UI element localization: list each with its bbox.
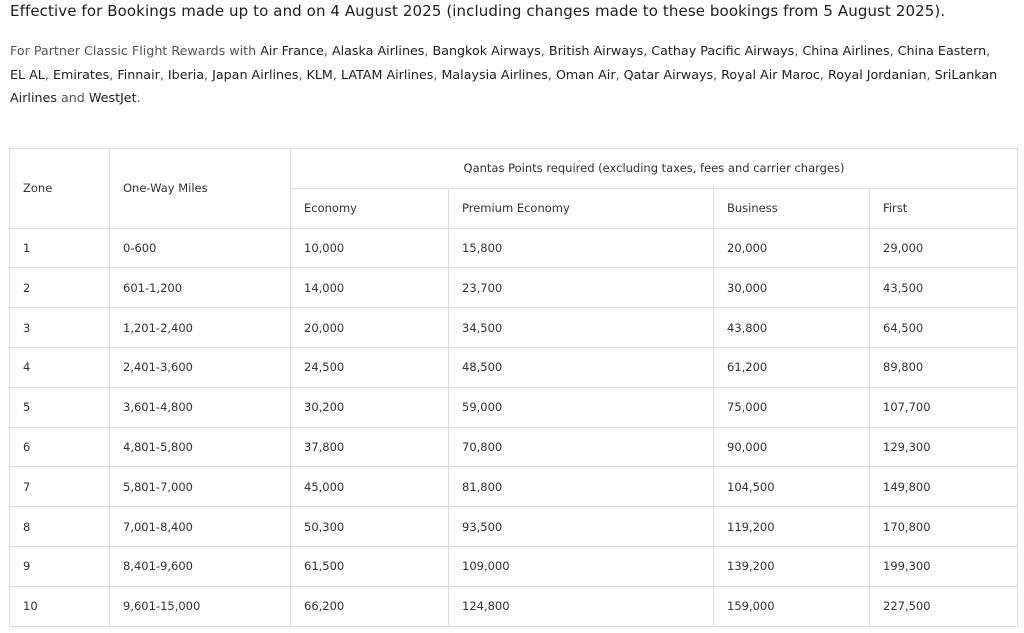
intro-prefix: For Partner Classic Flight Rewards with [10,43,261,58]
premium-economy-cell: 48,500 [449,347,714,387]
airline-name: Royal Air Maroc [721,66,820,82]
premium-economy-cell: 124,800 [449,586,714,626]
first-cell: 43,500 [870,268,1018,308]
miles-cell: 4,801-5,800 [110,427,291,467]
miles-cell: 9,601-15,000 [110,586,291,626]
zone-cell: 1 [10,228,110,268]
airline-name: Cathay Pacific Airways [651,43,795,58]
zone-cell: 5 [10,387,110,427]
zone-cell: 6 [10,427,110,467]
economy-cell: 45,000 [291,467,449,507]
airline-name: Alaska Airlines [331,43,425,58]
business-cell: 104,500 [714,467,870,507]
page-heading: Effective for Bookings made up to and on 4 August 2025 (including changes made to these bookings from 5 August 2025). [10,2,946,20]
economy-cell: 50,300 [291,507,449,547]
airline-name: China Airlines [802,43,890,58]
table-row [10,427,1018,467]
miles-cell: 8,401-9,600 [110,546,291,586]
first-cell: 149,800 [870,467,1018,507]
rewards-table [9,148,1018,627]
airline-name: WestJet [88,90,137,105]
airline-name: Iberia [167,66,205,82]
economy-cell: 61,500 [291,546,449,586]
zone-cell: 4 [10,347,110,387]
first-cell: 29,000 [870,228,1018,268]
economy-header: Economy [291,188,449,228]
premium-economy-cell: 70,800 [449,427,714,467]
airline-name: British Airways [548,43,644,58]
miles-cell: 601-1,200 [110,268,291,308]
first-cell: 129,300 [870,427,1018,467]
one-way-miles-header: One-Way Miles [110,149,291,229]
economy-cell: 30,200 [291,387,449,427]
first-cell: 170,800 [870,507,1018,547]
first-cell: 227,500 [870,586,1018,626]
premium-economy-cell: 15,800 [449,228,714,268]
miles-cell: 5,801-7,000 [110,467,291,507]
airline-name: Royal Jordanian [827,66,927,82]
partner-airlines-intro: For Partner Classic Flight Rewards with Air France, Alaska Airlines, Bangkok Airways, British Airways, Cathay Pacific Airways, China Airlines, China Eastern, EL AL, Emirates, Finnair, Iberia, Japan Airlines, KLM, LATAM Airlines, Malaysia Airlines, Oman Air, Qatar Airways, Royal Air Maroc, Royal Jordanian, SriLankan Airlines and WestJet. [10,43,998,105]
airline-name: Finnair [117,66,160,82]
business-cell: 43,800 [714,308,870,348]
premium-economy-cell: 34,500 [449,308,714,348]
airline-name: KLM [306,66,333,82]
premium-economy-header: Premium Economy [449,188,714,228]
airline-name: Malaysia Airlines [441,66,548,82]
table-row [10,467,1018,507]
airline-name: EL AL [10,66,45,82]
first-cell: 89,800 [870,347,1018,387]
miles-cell: 2,401-3,600 [110,347,291,387]
premium-economy-cell: 81,800 [449,467,714,507]
first-cell: 107,700 [870,387,1018,427]
economy-cell: 10,000 [291,228,449,268]
premium-economy-cell: 59,000 [449,387,714,427]
premium-economy-cell: 23,700 [449,268,714,308]
table-row [10,228,1018,268]
airline-name: China Eastern [897,43,987,58]
economy-cell: 14,000 [291,268,449,308]
economy-cell: 20,000 [291,308,449,348]
airline-name: SriLankan Airlines [10,66,998,105]
miles-cell: 0-600 [110,228,291,268]
business-cell: 75,000 [714,387,870,427]
business-cell: 20,000 [714,228,870,268]
table-row [10,586,1018,626]
premium-economy-cell: 109,000 [449,546,714,586]
premium-economy-cell: 93,500 [449,507,714,547]
airline-name: LATAM Airlines [340,66,434,82]
business-cell: 139,200 [714,546,870,586]
miles-cell: 3,601-4,800 [110,387,291,427]
zone-cell: 7 [10,467,110,507]
miles-cell: 7,001-8,400 [110,507,291,547]
table-row [10,268,1018,308]
table-body [10,228,1018,626]
business-header: Business [714,188,870,228]
first-header: First [870,188,1018,228]
business-cell: 159,000 [714,586,870,626]
zone-cell: 8 [10,507,110,547]
miles-cell: 1,201-2,400 [110,308,291,348]
table-row [10,308,1018,348]
qantas-points-group-header: Qantas Points required (excluding taxes, fees and carrier charges) [291,149,1018,189]
table-header-row [10,149,1018,189]
business-cell: 30,000 [714,268,870,308]
zone-cell: 9 [10,546,110,586]
zone-cell: 3 [10,308,110,348]
table-row [10,507,1018,547]
economy-cell: 24,500 [291,347,449,387]
airline-name: Japan Airlines [212,66,299,82]
business-cell: 61,200 [714,347,870,387]
airline-name: Emirates [52,66,110,82]
business-cell: 90,000 [714,427,870,467]
airline-name: Air France [260,43,324,58]
economy-cell: 37,800 [291,427,449,467]
first-cell: 199,300 [870,546,1018,586]
table-row [10,546,1018,586]
airline-name: Oman Air [555,66,616,82]
first-cell: 64,500 [870,308,1018,348]
business-cell: 119,200 [714,507,870,547]
table-row [10,347,1018,387]
zone-cell: 2 [10,268,110,308]
airline-name: Bangkok Airways [432,43,541,58]
zone-header: Zone [10,149,110,229]
zone-cell: 10 [10,586,110,626]
table-row [10,387,1018,427]
economy-cell: 66,200 [291,586,449,626]
airline-name: Qatar Airways [623,66,714,82]
